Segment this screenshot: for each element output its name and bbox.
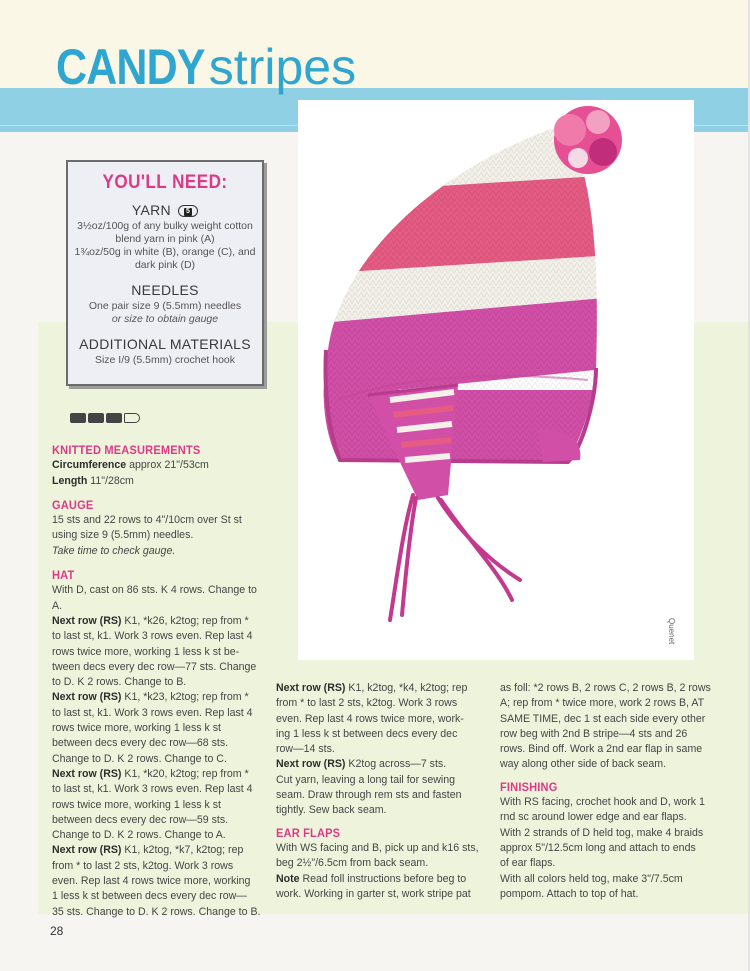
text-line xyxy=(52,583,268,614)
text-line xyxy=(52,782,268,797)
hat-instructions-continued xyxy=(276,681,490,819)
text-line: With 2 strands of D held tog, make 4 braids xyxy=(500,826,704,839)
line-text: to D. K 2 rows. Change to B. xyxy=(52,676,187,689)
text-line: SAME TIME, dec 1 st each side every other xyxy=(500,712,706,725)
text-line xyxy=(276,841,490,856)
text-line: of ear flaps. xyxy=(500,857,556,870)
text-line xyxy=(52,889,268,904)
gauge-heading: GAUGE xyxy=(52,497,94,512)
text-line xyxy=(52,798,268,813)
circumference-line xyxy=(52,458,268,473)
length-label: Length xyxy=(52,474,88,487)
title-light: stripes xyxy=(208,39,357,95)
yarn-line: blend yarn in pink (A) xyxy=(115,233,215,245)
line-text: Change to D. K 2 rows. Change to C. xyxy=(52,752,227,765)
measurements-heading: KNITTED MEASUREMENTS xyxy=(52,443,201,457)
line-text: tween decs every dec row—77 sts. Change xyxy=(52,660,257,673)
text-line xyxy=(276,757,490,772)
text-line xyxy=(276,803,490,818)
text-line xyxy=(52,706,268,721)
line-text: Cut yarn, leaving a long tail for sewing xyxy=(276,773,456,786)
text-line xyxy=(276,887,490,902)
text-line xyxy=(52,843,268,858)
line-text: between decs every dec row—59 sts. xyxy=(52,813,229,826)
yarn-heading xyxy=(68,202,262,218)
line-text: 1 less k st between decs every dec row— xyxy=(52,890,247,903)
needles-line: One pair size 9 (5.5mm) needles xyxy=(88,300,242,312)
line-text: even. Rep last 4 rows twice more, working xyxy=(52,875,251,888)
text-line xyxy=(276,681,490,696)
yarn-line: 1¾oz/50g in white (B), orange (C), and xyxy=(74,246,256,258)
line-text: K2tog across—7 sts. xyxy=(345,758,447,771)
needles-heading: NEEDLES xyxy=(131,282,199,298)
line-text: K1, k2tog, *k4, k2tog; rep xyxy=(345,682,468,694)
column-1 xyxy=(52,443,268,920)
text-line xyxy=(276,872,490,887)
text-line xyxy=(276,696,490,711)
text-line xyxy=(52,736,268,751)
yarn-description xyxy=(68,218,262,272)
line-text: Read foll instructions before beg to xyxy=(299,872,467,885)
needles-gauge-note: or size to obtain gauge xyxy=(111,313,219,325)
ear-flaps-instructions-continued xyxy=(500,681,718,773)
text-line: row beg with 2nd B stripe—4 sts and 26 xyxy=(500,727,688,740)
line-text: to last st, k1. Work 3 rows even. Rep last 4 xyxy=(52,706,253,719)
line-text: K1, *k20, k2tog; rep from * xyxy=(121,767,249,780)
additional-line: Size I/9 (5.5mm) crochet hook xyxy=(94,354,236,366)
text-line xyxy=(276,727,490,742)
run-in-label: Next row (RS) xyxy=(276,758,346,771)
hat-photo xyxy=(298,100,694,660)
photo-credit: Quenet xyxy=(667,618,676,645)
line-text: to last st, k1. Work 3 rows even. Rep last 4 xyxy=(52,630,253,643)
text-line xyxy=(276,742,490,757)
text-line: A; rep from * twice more, work 2 rows B, AT xyxy=(500,697,705,710)
level-bar-empty xyxy=(124,413,140,423)
text-line xyxy=(52,767,268,782)
line-text: ing 1 less k st between decs every dec xyxy=(276,727,458,740)
line-text: beg 2½"/6.5cm from back seam. xyxy=(276,857,429,870)
text-line xyxy=(52,660,268,675)
line-text: K1, *k26, k2tog; rep from * xyxy=(121,614,249,627)
line-text: tightly. Sew back seam. xyxy=(276,804,387,817)
text-line xyxy=(52,675,268,690)
text-line xyxy=(52,645,268,660)
text-line: With RS facing, crochet hook and D, work 1 xyxy=(500,796,705,809)
length-value: 11"/28cm xyxy=(87,474,134,487)
text-line xyxy=(52,721,268,736)
level-bar-filled xyxy=(88,413,104,423)
yarn-line: 3½oz/100g of any bulky weight cotton xyxy=(77,220,253,232)
text-line xyxy=(276,712,490,727)
text-line: rnd sc around lower edge and ear flaps. xyxy=(500,811,687,824)
line-text: from * to last 2 sts, k2tog. Work 3 rows xyxy=(276,697,458,710)
yarn-heading-text: YARN xyxy=(131,202,171,218)
materials-box xyxy=(66,160,264,386)
text-line xyxy=(52,859,268,874)
line-text: to last st, k1. Work 3 rows even. Rep last 4 xyxy=(52,783,253,796)
finishing-heading: FINISHING xyxy=(500,779,558,794)
page-number: 28 xyxy=(50,924,64,938)
run-in-label: Note xyxy=(276,872,300,885)
level-bar-filled xyxy=(70,413,86,423)
run-in-label: Next row (RS) xyxy=(52,614,122,627)
text-line xyxy=(52,629,268,644)
gauge-note: Take time to check gauge. xyxy=(52,544,176,557)
text-line xyxy=(276,773,490,788)
text-line xyxy=(276,788,490,803)
text-line xyxy=(52,905,268,920)
finishing-instructions xyxy=(500,795,718,902)
ear-flaps-instructions xyxy=(276,841,490,902)
circumference-label: Circumference xyxy=(52,459,127,472)
text-line: pompom. Attach to top of hat. xyxy=(500,887,639,900)
column-3 xyxy=(500,681,718,902)
line-text: rows twice more, working 1 less k st be- xyxy=(52,645,240,658)
line-text: With D, cast on 86 sts. K 4 rows. Change to A. xyxy=(52,584,257,612)
hat-heading: HAT xyxy=(52,568,75,583)
text-line xyxy=(52,828,268,843)
skill-level-indicator xyxy=(70,413,140,423)
text-line: With all colors held tog, make 3"/7.5cm xyxy=(500,872,683,885)
text-line xyxy=(276,856,490,871)
text-line: way along other side of back seam. xyxy=(500,758,667,771)
text-line: approx 5"/12.5cm long and attach to ends xyxy=(500,841,696,854)
line-text: from * to last 2 sts, k2tog. Work 3 rows xyxy=(52,859,234,872)
gauge-line: 15 sts and 22 rows to 4"/10cm over St st xyxy=(52,514,242,527)
text-line xyxy=(52,813,268,828)
line-text: Change to D. K 2 rows. Change to A. xyxy=(52,829,226,842)
line-text: K1, *k23, k2tog; rep from * xyxy=(121,691,249,704)
run-in-label: Next row (RS) xyxy=(52,844,122,857)
run-in-label: Next row (RS) xyxy=(52,691,122,704)
yarn-weight-number: 5 xyxy=(186,208,191,216)
line-text: With WS facing and B, pick up and k16 sts, xyxy=(276,841,479,854)
line-text: between decs every dec row—68 sts. xyxy=(52,737,229,750)
run-in-label: Next row (RS) xyxy=(276,682,346,694)
level-bar-filled xyxy=(106,413,122,423)
hat-instructions xyxy=(52,583,268,920)
line-text: row—14 sts. xyxy=(276,743,335,756)
line-text: 35 sts. Change to D. K 2 rows. Change to B. xyxy=(52,905,261,918)
text-line xyxy=(52,614,268,629)
page-title xyxy=(56,38,356,108)
gauge-line: using size 9 (5.5mm) needles. xyxy=(52,529,194,542)
yarn-line: dark pink (D) xyxy=(134,259,196,271)
column-2 xyxy=(276,681,490,902)
text-line xyxy=(52,752,268,767)
hat-illustration xyxy=(298,100,694,660)
title-bold: CANDY xyxy=(56,39,205,95)
additional-heading: ADDITIONAL MATERIALS xyxy=(79,336,251,352)
line-text: rows twice more, working 1 less k st xyxy=(52,722,221,735)
text-line xyxy=(52,690,268,705)
line-text: K1, k2tog, *k7, k2tog; rep xyxy=(121,844,244,857)
line-text: work. Working in garter st, work stripe pat xyxy=(276,887,471,900)
text-line: rows. Bind off. Work a 2nd ear flap in same xyxy=(500,743,703,756)
materials-heading: YOU'LL NEED: xyxy=(102,172,228,193)
ear-flaps-heading: EAR FLAPS xyxy=(276,825,341,840)
yarn-weight-icon xyxy=(178,205,198,217)
run-in-label: Next row (RS) xyxy=(52,767,122,780)
text-line xyxy=(52,874,268,889)
text-line: as foll: *2 rows B, 2 rows C, 2 rows B, 2 rows xyxy=(500,682,711,694)
line-text: even. Rep last 4 rows twice more, work- xyxy=(276,712,464,725)
line-text: rows twice more, working 1 less k st xyxy=(52,798,221,811)
circumference-value: approx 21"/53cm xyxy=(126,459,209,472)
length-line xyxy=(52,474,268,489)
line-text: seam. Draw through rem sts and fasten xyxy=(276,789,462,802)
